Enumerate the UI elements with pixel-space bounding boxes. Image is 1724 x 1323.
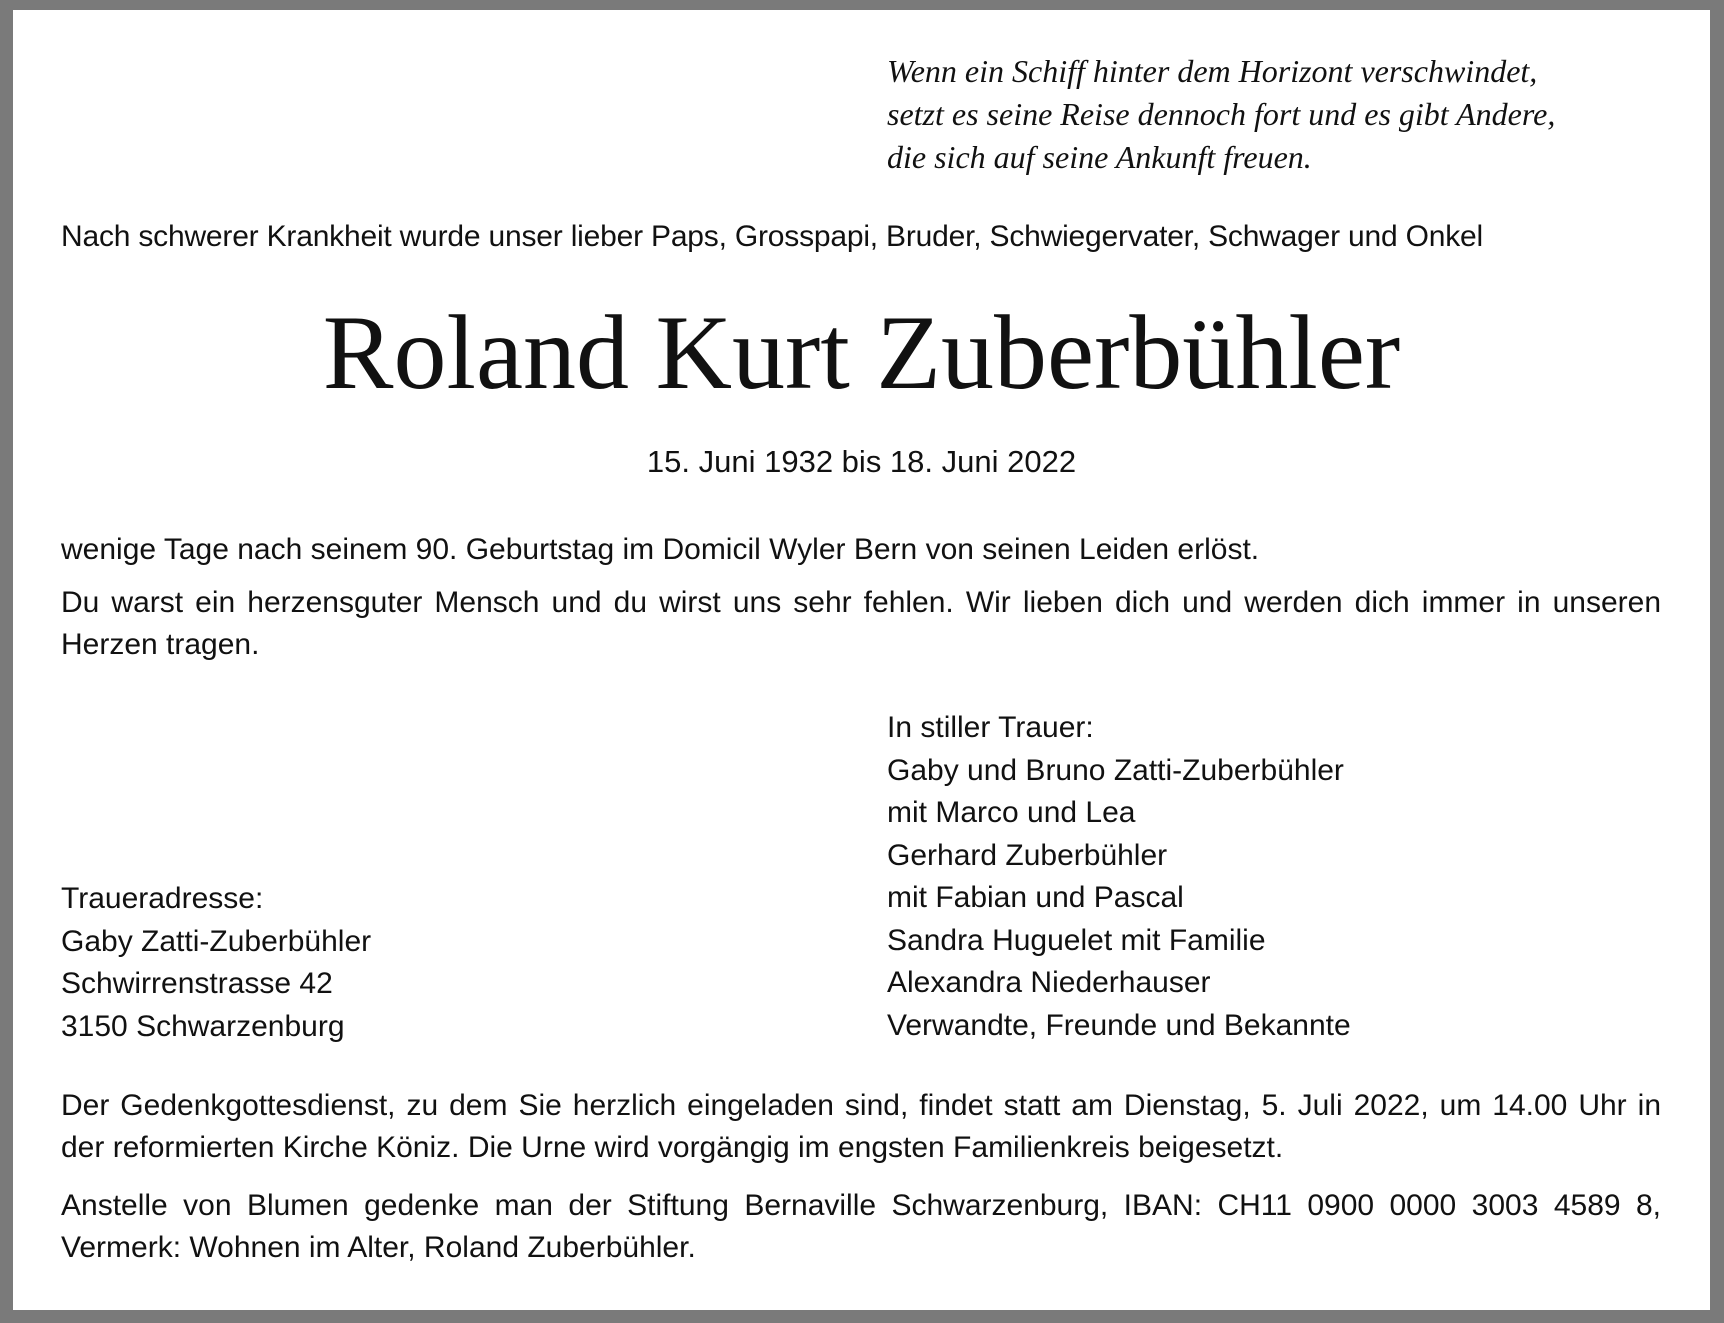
mourner-line: mit Marco und Lea [887,796,1136,829]
deceased-name: Roland Kurt Zuberbühler [322,294,1401,411]
motto-line: die sich auf seine Ankunft freuen. [887,139,1312,175]
mourner-line: Verwandte, Freunde und Bekannte [887,1008,1351,1042]
paragraph-memorial-service: Der Gedenkgottesdienst, zu dem Sie herzlich eingeladen sind, findet statt am Dienstag, 5. Juli 2022, um 14.00 Uhr in der reformierten Kirche Köniz. Die Urne wird vorgängig im engsten Familienkreis beigesetzt. [61,1089,1661,1164]
mourner-line: mit Fabian und Pascal [887,881,1184,914]
paragraph-tribute: Du warst ein herzensguter Mensch und du wirst uns sehr fehlen. Wir lieben dich und werden dich immer in unseren Herzen tragen. [61,586,1661,661]
mourner-line: Sandra Huguelet mit Familie [887,923,1266,957]
obituary-notice [13,10,1710,1310]
address-heading: Traueradresse: [61,882,264,915]
mourners-list [887,707,1351,1047]
paragraph-passing: wenige Tage nach seinem 90. Geburtstag im Domicil Wyler Bern von seinen Leiden erlöst. [61,533,1260,566]
motto-line: Wenn ein Schiff hinter dem Horizont verschwindet, [887,53,1538,89]
mourners-heading: In stiller Trauer: [887,711,1094,744]
paragraph-donation: Anstelle von Blumen gedenke man der Stiftung Bernaville Schwarzenburg, IBAN: CH11 0900 0000 3003 4589 8, Vermerk: Wohnen im Alter, Roland Zuberbühler. [61,1189,1661,1264]
mourner-line: Alexandra Niederhauser [887,966,1211,999]
address-line: 3150 Schwarzenburg [61,1009,345,1043]
motto-quote [887,50,1667,179]
mourner-line: Gaby und Bruno Zatti-Zuberbühler [887,753,1344,787]
mourning-address [61,878,371,1048]
intro-text: Nach schwerer Krankheit wurde unser lieber Paps, Grosspapi, Bruder, Schwiegervater, Schwager und Onkel [61,220,1483,253]
address-line: Gaby Zatti-Zuberbühler [61,924,372,958]
mourner-line: Gerhard Zuberbühler [887,838,1168,872]
motto-line: setzt es seine Reise dennoch fort und es gibt Andere, [887,96,1556,132]
address-line: Schwirrenstrasse 42 [61,967,333,1000]
life-dates: 15. Juni 1932 bis 18. Juni 2022 [646,444,1077,479]
